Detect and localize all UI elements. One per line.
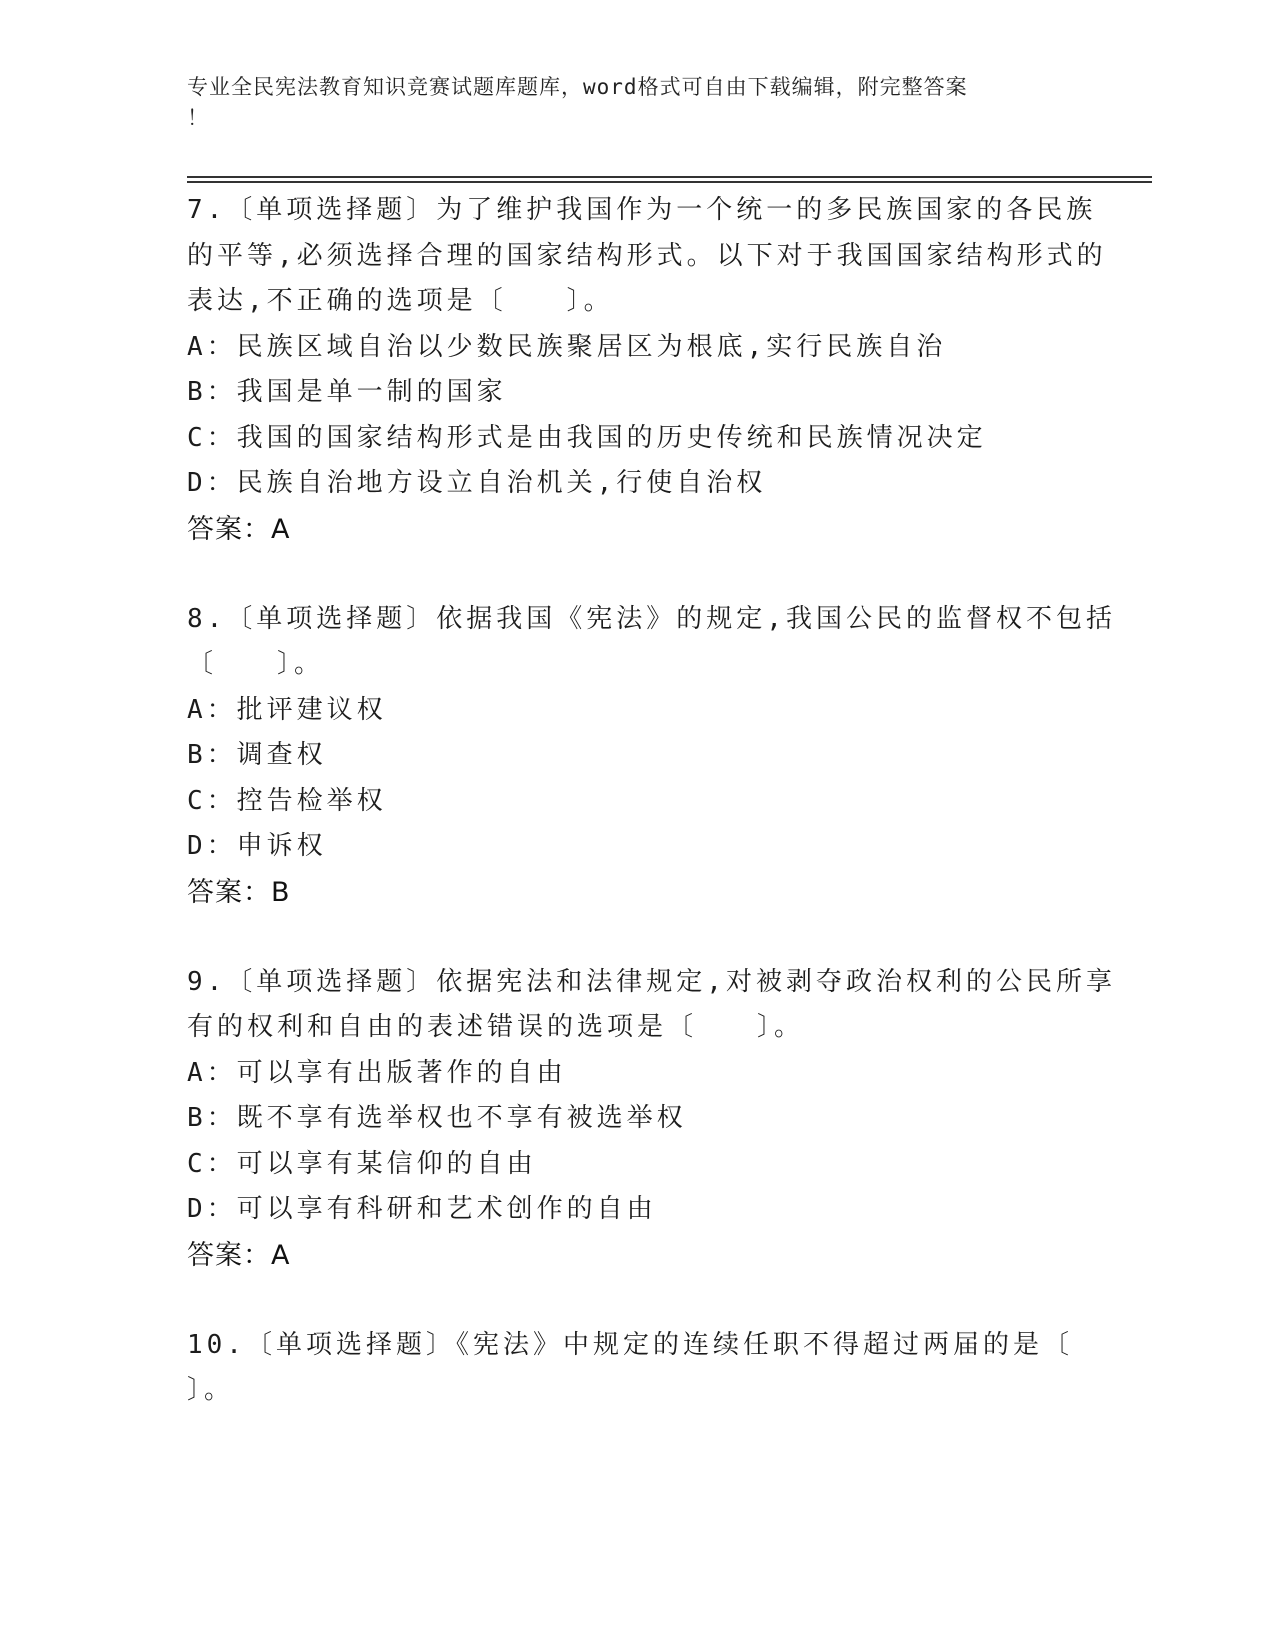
document-header xyxy=(187,72,1067,134)
option-d: D：申诉权 xyxy=(187,831,327,861)
question-text-line: 的平等,必须选择合理的国家结构形式。以下对于我国国家结构形式的 xyxy=(187,240,1107,271)
question-text-line: 表达,不正确的选项是〔 〕。 xyxy=(187,286,614,316)
header-title-continuation: ！ xyxy=(187,106,209,130)
question-8 xyxy=(187,597,1116,916)
question-text-line: 10.〔单项选择题〕《宪法》中规定的连续任职不得超过两届的是〔 xyxy=(187,1329,1073,1360)
answer-line: 答案：A xyxy=(187,513,291,545)
option-a: A：可以享有出版著作的自由 xyxy=(187,1057,567,1088)
question-list xyxy=(187,188,1116,1458)
option-d: D：可以享有科研和艺术创作的自由 xyxy=(187,1194,657,1224)
question-text-line: 8.〔单项选择题〕依据我国《宪法》的规定,我国公民的监督权不包括 xyxy=(187,603,1116,634)
question-10 xyxy=(187,1323,1087,1414)
header-divider-top xyxy=(187,176,1152,178)
question-text-line: 〕。 xyxy=(187,1375,235,1405)
option-d: D：民族自治地方设立自治机关,行使自治权 xyxy=(187,468,767,498)
option-a: A：批评建议权 xyxy=(187,694,387,725)
option-c: C：控告检举权 xyxy=(187,785,387,816)
option-b: B：既不享有选举权也不享有被选举权 xyxy=(187,1103,687,1133)
question-text-line: 7.〔单项选择题〕为了维护我国作为一个统一的多民族国家的各民族 xyxy=(187,195,1097,225)
answer-line: 答案：B xyxy=(187,876,291,908)
option-c: C：可以享有某信仰的自由 xyxy=(187,1148,537,1179)
question-text-line: 9.〔单项选择题〕依据宪法和法律规定,对被剥夺政治权利的公民所享 xyxy=(187,966,1116,997)
answer-line: 答案：A xyxy=(187,1239,291,1271)
option-b: B：我国是单一制的国家 xyxy=(187,377,507,407)
question-text-line: 〔 〕。 xyxy=(187,649,325,679)
header-title: 专业全民宪法教育知识竞赛试题库题库，word格式可自由下载编辑，附完整答案 xyxy=(187,75,968,99)
question-text-line: 有的权利和自由的表述错误的选项是〔 〕。 xyxy=(187,1012,805,1042)
question-9 xyxy=(187,960,1116,1279)
question-7 xyxy=(187,188,1107,553)
option-c: C：我国的国家结构形式是由我国的历史传统和民族情况决定 xyxy=(187,422,987,453)
option-a: A：民族区域自治以少数民族聚居区为根底,实行民族自治 xyxy=(187,331,947,362)
header-divider-bottom xyxy=(187,181,1152,183)
option-b: B：调查权 xyxy=(187,740,327,770)
